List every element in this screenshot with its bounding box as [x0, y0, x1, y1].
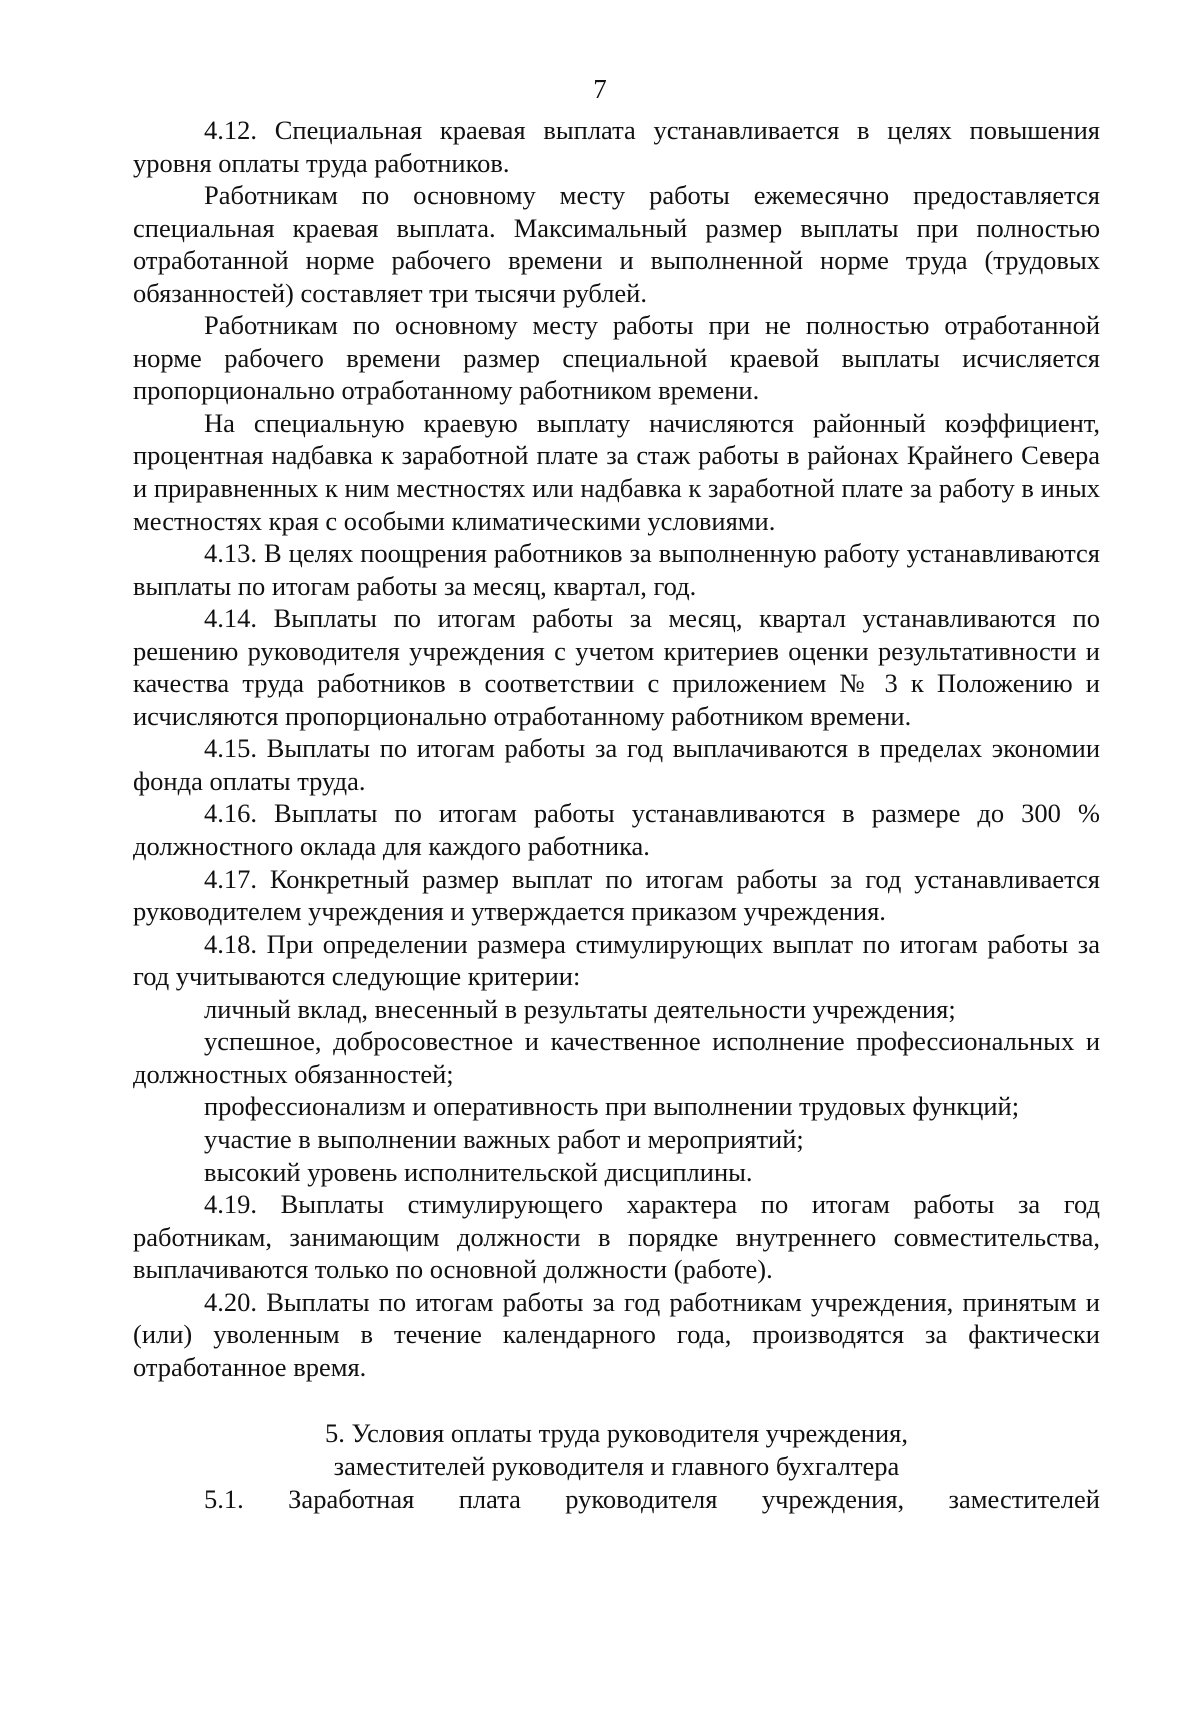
- criteria-item-professionalism: профессионализм и оперативность при выполнении трудовых функций;: [204, 1091, 1020, 1122]
- paragraph-4-19: 4.19. Выплаты стимулирующего характера по итогам работы за год работникам, занимающим должности в порядке внутреннего совместительства, выплачиваются только по основной должности (работе).: [133, 1189, 1100, 1285]
- paragraph-4-13: 4.13. В целях поощрения работников за выполненную работу устанавливаются выплаты по итогам работы за месяц, квартал, год.: [133, 538, 1100, 601]
- document-body: [133, 114, 1100, 1516]
- paragraph-4-14: 4.14. Выплаты по итогам работы за месяц, квартал устанавливаются по решению руководителя учреждения с учетом критериев оценки результативности и качества труда работников в соответствии с приложением № 3 к Положению и исчисляются пропорционально отработанному работником времени.: [133, 603, 1100, 731]
- criteria-item-personal-contribution: личный вклад, внесенный в результаты деятельности учреждения;: [204, 993, 956, 1024]
- criteria-item-participation: участие в выполнении важных работ и мероприятий;: [204, 1123, 804, 1154]
- paragraph-regional-coefficient: На специальную краевую выплату начисляются районный коэффициент, процентная надбавка к заработной плате за стаж работы в районах Крайнего Севера и приравненных к ним местностях или надбавка к заработной плате за работу в иных местностях края с особыми климатическими условиями.: [133, 407, 1100, 536]
- paragraph-4-15: 4.15. Выплаты по итогам работы за год выплачиваются в пределах экономии фонда оплаты труда.: [133, 733, 1100, 796]
- paragraph-4-16: 4.16. Выплаты по итогам работы устанавливаются в размере до 300 % должностного оклада для каждого работника.: [133, 798, 1100, 862]
- paragraph-4-20: 4.20. Выплаты по итогам работы за год работникам учреждения, принятым и (или) уволенным в течение календарного года, производятся за фактически отработанное время.: [133, 1286, 1100, 1382]
- paragraph-5-1: 5.1. Заработная плата руководителя учреждения, заместителей: [204, 1484, 1100, 1515]
- section-5-heading: [133, 1417, 1100, 1483]
- paragraph-4-18: 4.18. При определении размера стимулирующих выплат по итогам работы за год учитываются следующие критерии:: [133, 928, 1100, 992]
- paragraph-proportional-payment: Работникам по основному месту работы при не полностью отработанной норме рабочего времени размер специальной краевой выплаты исчисляется пропорционально отработанному работником времени.: [133, 310, 1100, 406]
- paragraph-4-12: 4.12. Специальная краевая выплата устанавливается в целях повышения уровня оплаты труда работников.: [133, 115, 1100, 178]
- paragraph-4-17: 4.17. Конкретный размер выплат по итогам работы за год устанавливается руководителем учреждения и утверждается приказом учреждения.: [133, 863, 1100, 927]
- page-number: 7: [593, 74, 607, 104]
- criteria-item-duties: успешное, добросовестное и качественное исполнение профессиональных и должностных обязанностей;: [133, 1026, 1100, 1089]
- paragraph-monthly-payment: Работникам по основному месту работы ежемесячно предоставляется специальная краевая выплата. Максимальный размер выплаты при полностью отработанной норме рабочего времени и выполненной норме труда (трудовых обязанностей) составляет три тысячи рублей.: [133, 180, 1100, 308]
- criteria-item-discipline: высокий уровень исполнительской дисциплины.: [204, 1156, 753, 1187]
- section-heading-line-2: заместителей руководителя и главного бухгалтера: [333, 1451, 900, 1482]
- section-heading-line-1: 5. Условия оплаты труда руководителя учреждения,: [325, 1418, 908, 1449]
